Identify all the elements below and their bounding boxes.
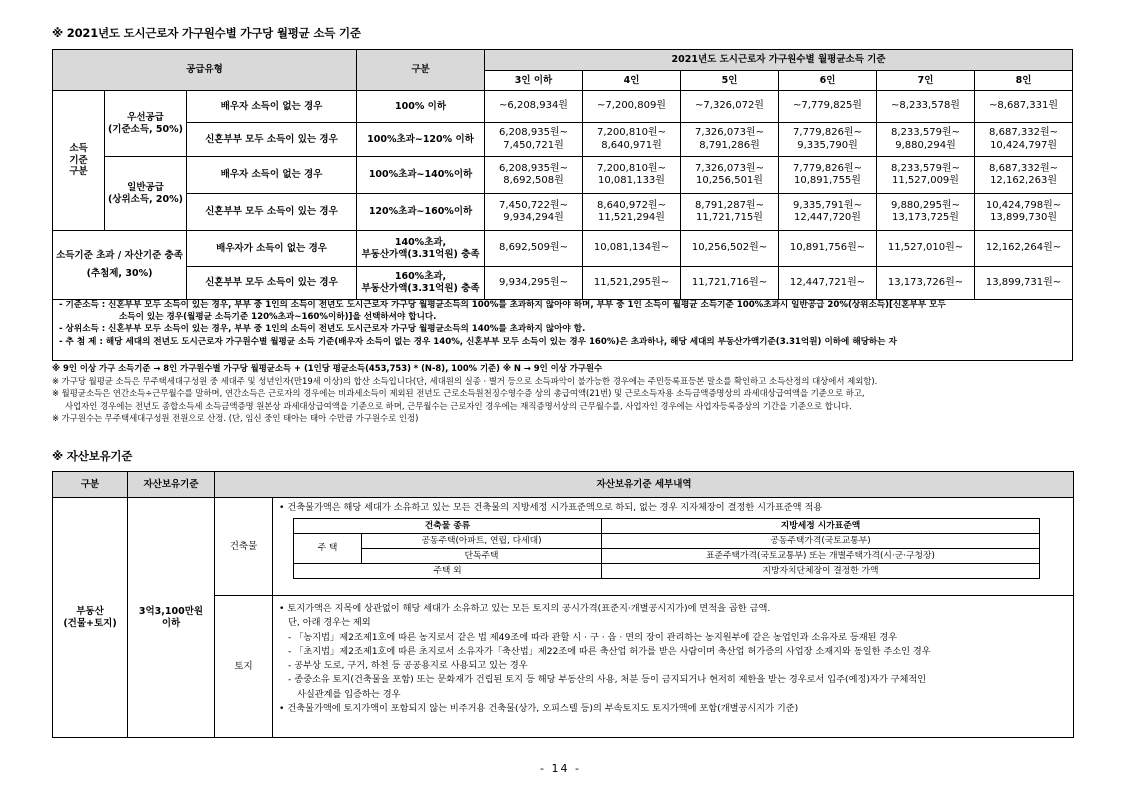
range-cell: 100%초과~140%이하 (357, 157, 485, 194)
value-cell: 7,779,826원~ 9,335,790원 (779, 123, 877, 157)
value-cell: 13,173,726원~ (877, 267, 975, 300)
asset-header-detail: 자산보유기준 세부내역 (215, 472, 1074, 498)
value-cell: 9,934,295원~ (485, 267, 583, 300)
value-cell: 6,208,935원~ 7,450,721원 (485, 123, 583, 157)
land-line: • 건축물가액에 토지가액이 포함되지 않는 비주거용 건축물(상가, 오피스텔 등)의 부속토지도 토지가액에 포함(개별공시지가 기준) (279, 702, 799, 714)
note-base-income-cont: 소득이 있는 경우(월평균 소득기준 120%초과~160%이하)]을 선택하셔야 합니다. (119, 312, 437, 323)
note-base-income: - 기준소득 : 신혼부부 모두 소득이 있는 경우, 부부 중 1인의 소득이 전년도 도시근로자 가구당 월평균소득의 100%를 초과하지 않아야 하며, 부부 중 1인 소득이 월평균 소득기준 100%초과시 일반공급 20%(상위소득)[신혼부부 모두 (59, 300, 946, 310)
condition-cell: 신혼부부 모두 소득이 있는 경우 (187, 194, 357, 231)
building-label: 건축물 (215, 498, 273, 596)
value-cell: 10,081,134원~ (583, 231, 681, 267)
value-cell: ~8,233,578원 (877, 91, 975, 123)
condition-cell: 신혼부부 모두 소득이 있는 경우 (187, 123, 357, 157)
income-notes (52, 298, 1073, 361)
land-line: - 종중소유 토지(건축물을 포함) 또는 문화재가 건립된 토지 등 해당 부동산의 사용, 처분 등이 금지되거나 현저히 제한을 받는 경우로서 입주(예정)자가 구체적인 (288, 674, 927, 686)
range-cell: 140%초과, 부동산가액(3.31억원) 충족 (357, 231, 485, 267)
building-desc: • 건축물가액은 해당 세대가 소유하고 있는 모든 건축물의 지방세정 시가표준액으로 하되, 없는 경우 지자체장이 결정한 시가표준액 적용 (279, 502, 823, 513)
section1-title: ※ 2021년도 도시근로자 가구원수별 가구당 월평균 소득 기준 (52, 26, 361, 40)
land-line: 사실관계를 입증하는 경우 (297, 688, 401, 700)
lottery-supply-label: 소득기준 초과 / 자산기준 충족 (추첨제, 30%) (53, 231, 187, 300)
inner-cell: 표준주택가격(국토교통부) 또는 개별주택가격(시·군·구청장) (602, 549, 1040, 564)
section2-title: ※ 자산보유기준 (52, 449, 133, 463)
value-cell: 8,687,332원~ 10,424,797원 (975, 123, 1073, 157)
footnote: ※ 가구당 월평균 소득은 무주택세대구성원 중 세대주 및 성년인자(만19세 이상)의 합산 소득입니다(단, 세대원의 실종 · 별거 등으로 소득파악이 불가능한 경우에는 주민등록표등본 말소를 확인하고 소득산정의 대상에서 제외함). (52, 375, 878, 386)
inner-header-value: 지방세정 시가표준액 (602, 519, 1040, 534)
inner-cell: 단독주택 (362, 549, 602, 564)
range-cell: 100% 이하 (357, 91, 485, 123)
footnote: ※ 가구원수는 무주택세대구성원 전원으로 산정. (단, 임신 중인 태아는 태아 수만큼 가구원수로 인정) (52, 413, 419, 424)
footnotes (52, 362, 877, 425)
land-detail (273, 596, 1074, 738)
header-size: 7인 (877, 71, 975, 91)
land-line: - 공부상 도로, 구거, 하천 등 공공용지로 사용되고 있는 경우 (288, 660, 528, 671)
value-cell: 12,447,721원~ (779, 267, 877, 300)
header-size: 5인 (681, 71, 779, 91)
inner-cell: 지방자치단체장이 결정한 가액 (602, 564, 1040, 579)
value-cell: 11,521,295원~ (583, 267, 681, 300)
header-supply-type: 공급유형 (53, 50, 357, 91)
header-division: 구분 (357, 50, 485, 91)
condition-cell: 신혼부부 모두 소득이 있는 경우 (187, 267, 357, 300)
asset-header-standard: 자산보유기준 (128, 472, 215, 498)
asset-category: 부동산 (건물+토지) (53, 498, 128, 738)
value-cell: 7,200,810원~ 10,081,133원 (583, 157, 681, 194)
inner-housing-label: 주 택 (294, 534, 362, 564)
range-cell: 100%초과~120% 이하 (357, 123, 485, 157)
value-cell: 9,335,791원~ 12,447,720원 (779, 194, 877, 231)
footnote: ※ 월평균소득은 연간소득÷근무월수를 말하며, 연간소득은 근로자의 경우에는 비과세소득이 제외된 전년도 근로소득원천징수영수증 상의 총급여액(21번) 및 근로소득자용 소득금액증명상의 과세대상급여액을 기준으로 하고, (52, 388, 865, 399)
value-cell: 7,326,073원~ 10,256,501원 (681, 157, 779, 194)
value-cell: 11,721,716원~ (681, 267, 779, 300)
inner-cell: 공동주택가격(국토교통부) (602, 534, 1040, 549)
value-cell: 11,527,010원~ (877, 231, 975, 267)
value-cell: 8,640,972원~ 11,521,294원 (583, 194, 681, 231)
priority-supply-label: 우선공급 (기준소득, 50%) (105, 91, 187, 157)
page-number: - 14 - (540, 762, 581, 775)
note-lottery: - 추 첨 제 : 해당 세대의 전년도 도시근로자 가구원수별 월평균 소득 기준(배우자 소득이 없는 경우 140%, 신혼부부 모두 소득이 있는 경우 160%)은 초과하나, 해당 세대의 부동산가액기준(3.31억원) 이하에 해당하는 자 (59, 336, 897, 347)
range-cell: 160%초과, 부동산가액(3.31억원) 충족 (357, 267, 485, 300)
footnote: ※ 9인 이상 가구 소득기준 → 8인 가구원수별 가구당 월평균소득 + (1인당 평균소득(453,753) * (N-8), 100% 기준) ※ N → 9인 이상 가구원수 (52, 363, 603, 373)
land-line: - 「초지법」제2조제1호에 따른 초지로서 소유자가「축산법」제22조에 따른 축산업 허가를 받은 사람이며 축산업 허가증의 사업장 소재지와 동일한 주소인 경우 (288, 645, 931, 657)
condition-cell: 배우자가 소득이 없는 경우 (187, 231, 357, 267)
value-cell: 7,779,826원~ 10,891,755원 (779, 157, 877, 194)
value-cell: ~7,200,809원 (583, 91, 681, 123)
value-cell: 8,692,509원~ (485, 231, 583, 267)
value-cell: 10,891,756원~ (779, 231, 877, 267)
land-line: • 토지가액은 지목에 상관없이 해당 세대가 소유하고 있는 모든 토지의 공시가격(표준지·개별공시지가)에 면적을 곱한 금액. (279, 603, 771, 614)
inner-header-type: 건축물 종류 (294, 519, 602, 534)
land-line: 단, 아래 경우는 제외 (288, 617, 371, 629)
value-cell: 9,880,295원~ 13,173,725원 (877, 194, 975, 231)
note-upper-income: - 상위소득 : 신혼부부 모두 소득이 있는 경우, 부부 중 1인의 소득이 전년도 도시근로자 가구당 월평균소득의 140%를 초과하지 않아야 함. (59, 324, 586, 335)
header-size: 4인 (583, 71, 681, 91)
value-cell: 7,326,073원~ 8,791,286원 (681, 123, 779, 157)
value-cell: 7,450,722원~ 9,934,294원 (485, 194, 583, 231)
value-cell: 7,200,810원~ 8,640,971원 (583, 123, 681, 157)
condition-cell: 배우자 소득이 없는 경우 (187, 91, 357, 123)
inner-cell: 공동주택(아파트, 연립, 다세대) (362, 534, 602, 549)
asset-standard: 3억3,100만원 이하 (128, 498, 215, 738)
building-detail (273, 498, 1074, 596)
value-cell: 8,687,332원~ 12,162,263원 (975, 157, 1073, 194)
inner-cell: 주택 외 (294, 564, 602, 579)
value-cell: 10,424,798원~ 13,899,730원 (975, 194, 1073, 231)
header-size: 3인 이하 (485, 71, 583, 91)
asset-header-division: 구분 (53, 472, 128, 498)
value-cell: ~8,687,331원 (975, 91, 1073, 123)
income-basis-label: 소득 기준 구분 (53, 91, 105, 231)
general-supply-label: 일반공급 (상위소득, 20%) (105, 157, 187, 231)
value-cell: 10,256,502원~ (681, 231, 779, 267)
value-cell: 8,791,287원~ 11,721,715원 (681, 194, 779, 231)
range-cell: 120%초과~160%이하 (357, 194, 485, 231)
value-cell: 8,233,579원~ 11,527,009원 (877, 157, 975, 194)
value-cell: 6,208,935원~ 8,692,508원 (485, 157, 583, 194)
asset-table (52, 471, 1074, 738)
value-cell: 13,899,731원~ (975, 267, 1073, 300)
header-size: 8인 (975, 71, 1073, 91)
value-cell: 12,162,264원~ (975, 231, 1073, 267)
income-table (52, 49, 1073, 300)
header-size: 6인 (779, 71, 877, 91)
value-cell: ~7,779,825원 (779, 91, 877, 123)
value-cell: ~7,326,072원 (681, 91, 779, 123)
header-income-group: 2021년도 도시근로자 가구원수별 월평균소득 기준 (485, 50, 1073, 71)
value-cell: 8,233,579원~ 9,880,294원 (877, 123, 975, 157)
footnote: 사업자인 경우에는 전년도 종합소득세 소득금액증명 원본상 과세대상급여액을 기준으로 하며, 근무월수는 근로자인 경우에는 재직증명서상의 근무월수를, 사업자인 경우에는 사업자등록증상의 기간을 기준으로 합니다. (65, 400, 852, 411)
condition-cell: 배우자 소득이 없는 경우 (187, 157, 357, 194)
land-label: 토지 (215, 596, 273, 738)
building-inner-table (293, 518, 1040, 579)
value-cell: ~6,208,934원 (485, 91, 583, 123)
land-line: - 「농지법」제2조제1호에 따른 농지로서 같은 법 제49조에 따라 관할 시 · 구 · 읍 · 면의 장이 관리하는 농지원부에 같은 농업인과 소유자로 등재된 경우 (288, 631, 898, 643)
